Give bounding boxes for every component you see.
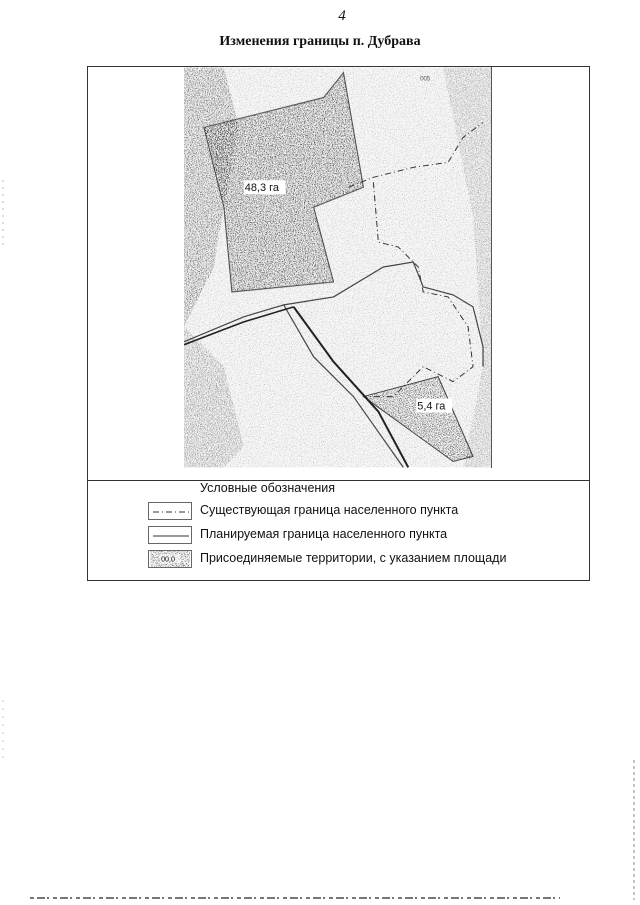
legend-title: Условные обозначения xyxy=(200,481,336,495)
left-margin-scan-marks xyxy=(0,0,8,905)
area-label-48: 48,3 га xyxy=(244,182,280,195)
legend-label: Существующая граница населенного пункта xyxy=(200,503,459,517)
solid-line-icon xyxy=(148,526,192,544)
legend-label: Присоединяемые территории, с указанием площади xyxy=(200,551,507,565)
page-number-mark: 4 xyxy=(338,8,346,24)
svg-text:00,0: 00,0 xyxy=(161,555,175,564)
legend-label: Планируемая граница населенного пункта xyxy=(200,527,448,541)
right-margin-scan-marks xyxy=(630,0,638,905)
dash-dot-line-icon xyxy=(148,502,192,520)
stipple-area-icon xyxy=(148,550,192,568)
area-label-5: 5,4 га xyxy=(417,400,446,413)
bottom-scan-artifact xyxy=(0,895,640,901)
page-title: Изменения границы п. Дубрава xyxy=(219,34,421,49)
legend-item-annexed-territory xyxy=(148,550,588,568)
legend-item-planned-boundary xyxy=(148,526,588,544)
map-corner-tag: 005 xyxy=(420,76,431,83)
boundary-map xyxy=(184,67,492,468)
legend-item-existing-boundary xyxy=(148,502,588,520)
